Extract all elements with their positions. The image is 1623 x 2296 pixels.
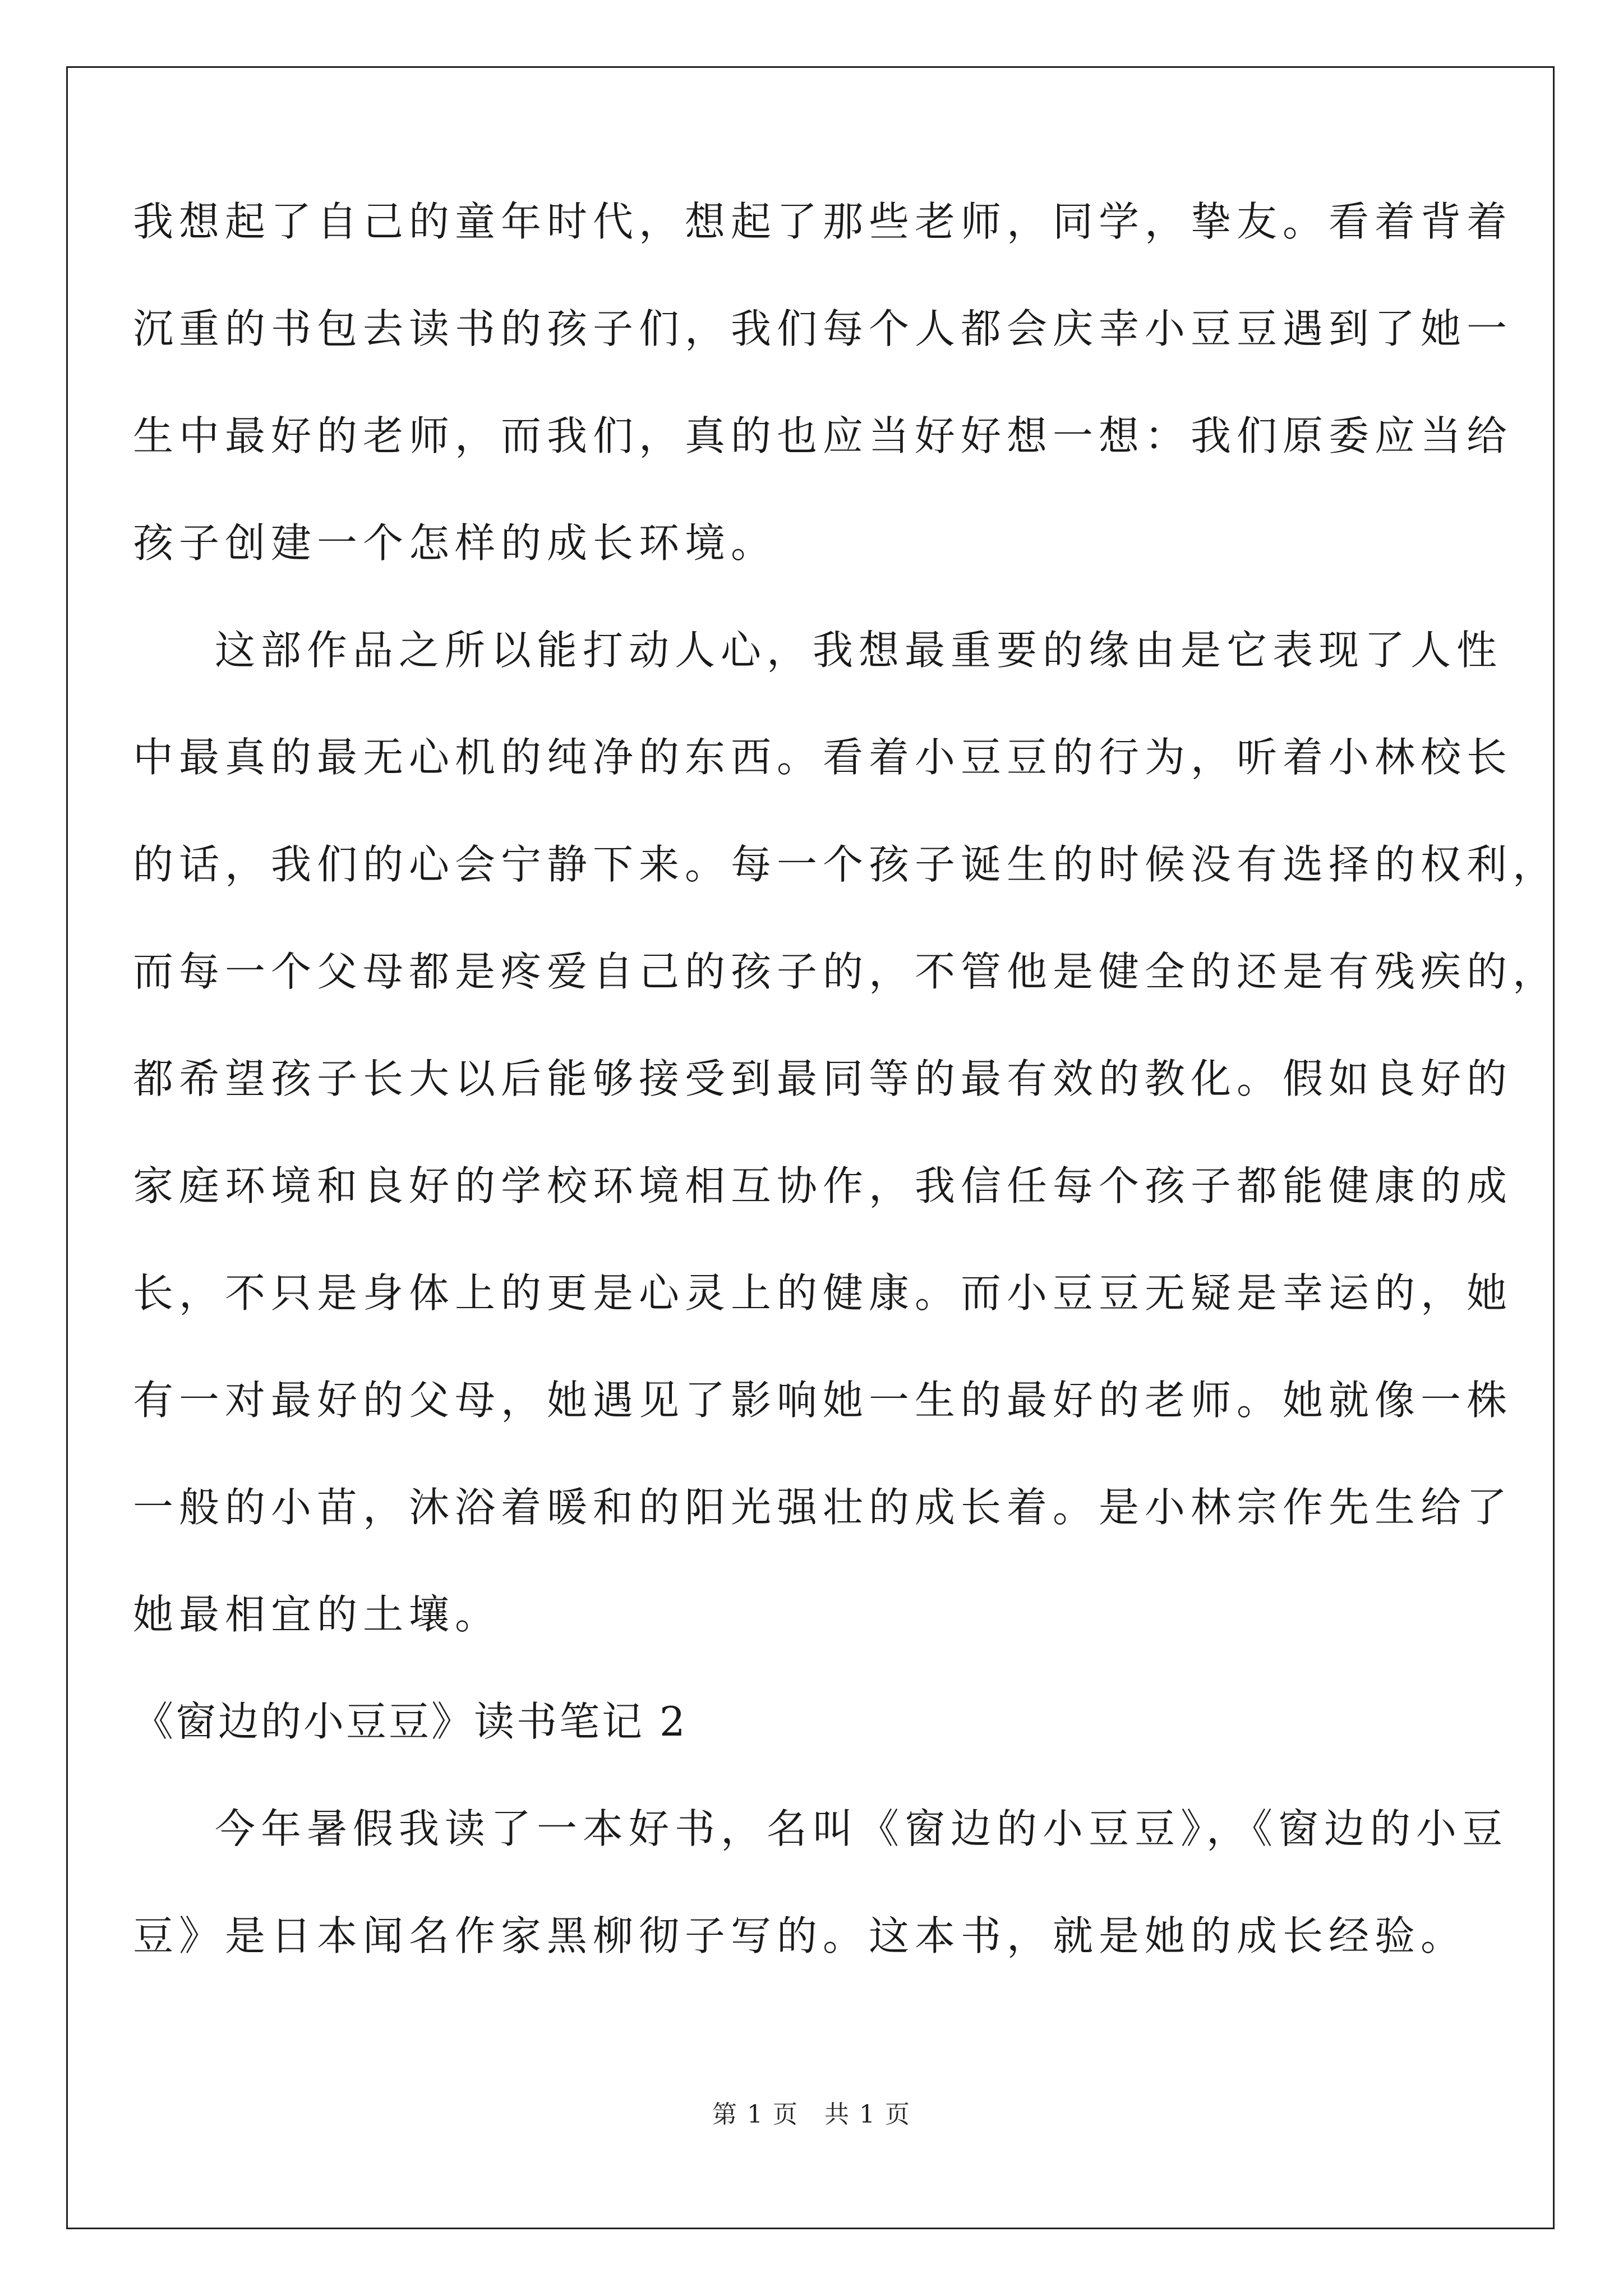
- page-footer: 第 1 页 共 1 页: [712, 2100, 911, 2129]
- text-line: 豆》是日本闻名作家黑柳彻子写的。这本书，就是她的成长经验。: [133, 1912, 1467, 1959]
- text-line: 她最相宜的土壤。: [133, 1591, 501, 1638]
- text-line: 孩子创建一个怎样的成长环境。: [133, 519, 777, 567]
- text-line: 一般的小苗，沐浴着暖和的阳光强壮的成长着。是小林宗作先生给了: [133, 1484, 1513, 1531]
- text-line: 生中最好的老师，而我们，真的也应当好好想一想：我们原委应当给: [133, 412, 1513, 459]
- text-line: 的话，我们的心会宁静下来。每一个孩子诞生的时候没有选择的权利，: [133, 841, 1559, 888]
- text-line: 有一对最好的父母，她遇见了影响她一生的最好的老师。她就像一株: [133, 1377, 1513, 1424]
- section-heading: 《窗边的小豆豆》读书笔记 2: [133, 1698, 688, 1745]
- document-body: [133, 168, 1559, 1990]
- text-line: 中最真的最无心机的纯净的东西。看着小豆豆的行为，听着小林校长: [133, 734, 1513, 781]
- text-line: 沉重的书包去读书的孩子们，我们每个人都会庆幸小豆豆遇到了她一: [133, 305, 1513, 352]
- text-line: 家庭环境和良好的学校环境相互协作，我信任每个孩子都能健康的成: [133, 1162, 1513, 1209]
- text-line: 这部作品之所以能打动人心，我想最重要的缘由是它表现了人性: [215, 627, 1503, 674]
- text-line: 长，不只是身体上的更是心灵上的健康。而小豆豆无疑是幸运的，她: [133, 1269, 1513, 1317]
- text-line: 今年暑假我读了一本好书，名叫《窗边的小豆豆》，《窗边的小豆: [215, 1805, 1509, 1852]
- text-line: 我想起了自己的童年时代，想起了那些老师，同学，挚友。看着背着: [133, 198, 1513, 245]
- text-line: 而每一个父母都是疼爱自己的孩子的，不管他是健全的还是有残疾的，: [133, 948, 1559, 995]
- text-line: 都希望孩子长大以后能够接受到最同等的最有效的教化。假如良好的: [133, 1055, 1513, 1102]
